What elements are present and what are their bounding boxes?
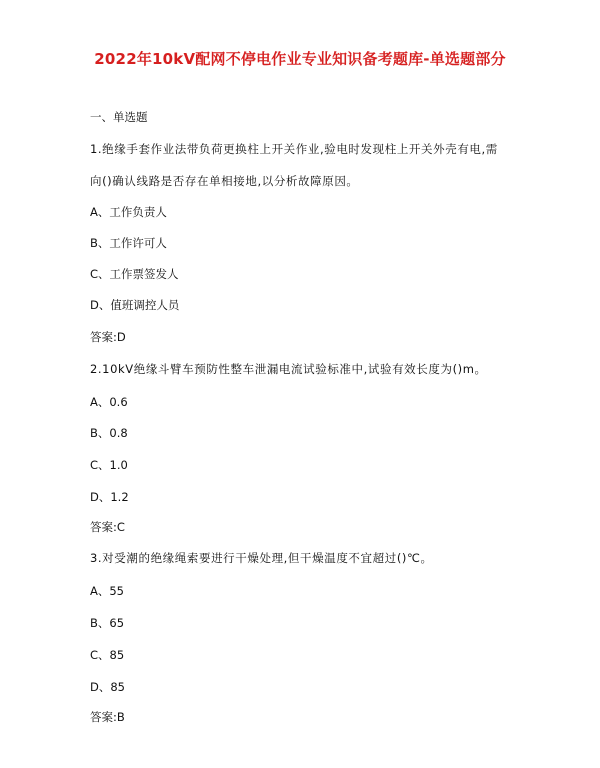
question-3-answer: 答案:B xyxy=(90,710,125,724)
question-1-stem-line-1: 1.绝缘手套作业法带负荷更换柱上开关作业,验电时发现柱上开关外壳有电,需 xyxy=(90,142,498,156)
question-3-option-b: B、65 xyxy=(90,616,125,630)
document-title: 2022年10kV配网不停电作业专业知识备考题库-单选题部分 xyxy=(94,50,506,68)
question-2-option-a: A、0.6 xyxy=(90,395,128,409)
question-1-stem-line-2: 向()确认线路是否存在单相接地,以分析故障原因。 xyxy=(90,174,359,188)
question-3-option-c: C、85 xyxy=(90,648,125,662)
question-1-option-b: B、工作许可人 xyxy=(90,236,167,250)
question-1-option-a: A、工作负责人 xyxy=(90,205,167,219)
question-2-option-b: B、0.8 xyxy=(90,426,128,440)
question-3-option-d: D、85 xyxy=(90,680,125,694)
question-1-answer: 答案:D xyxy=(90,330,126,344)
question-2-option-c: C、1.0 xyxy=(90,458,128,472)
question-2-stem-line-1: 2.10kV绝缘斗臂车预防性整车泄漏电流试验标准中,试验有效长度为()m。 xyxy=(90,362,487,376)
question-2-answer: 答案:C xyxy=(90,520,125,534)
question-3-option-a: A、55 xyxy=(90,584,125,598)
question-1-option-c: C、工作票签发人 xyxy=(90,267,179,281)
question-1-option-d: D、值班调控人员 xyxy=(90,298,180,312)
question-2-option-d: D、1.2 xyxy=(90,490,129,504)
question-3-stem-line-1: 3.对受潮的绝缘绳索要进行干燥处理,但干燥温度不宜超过()℃。 xyxy=(90,551,433,565)
section-heading: 一、单选题 xyxy=(90,110,148,124)
